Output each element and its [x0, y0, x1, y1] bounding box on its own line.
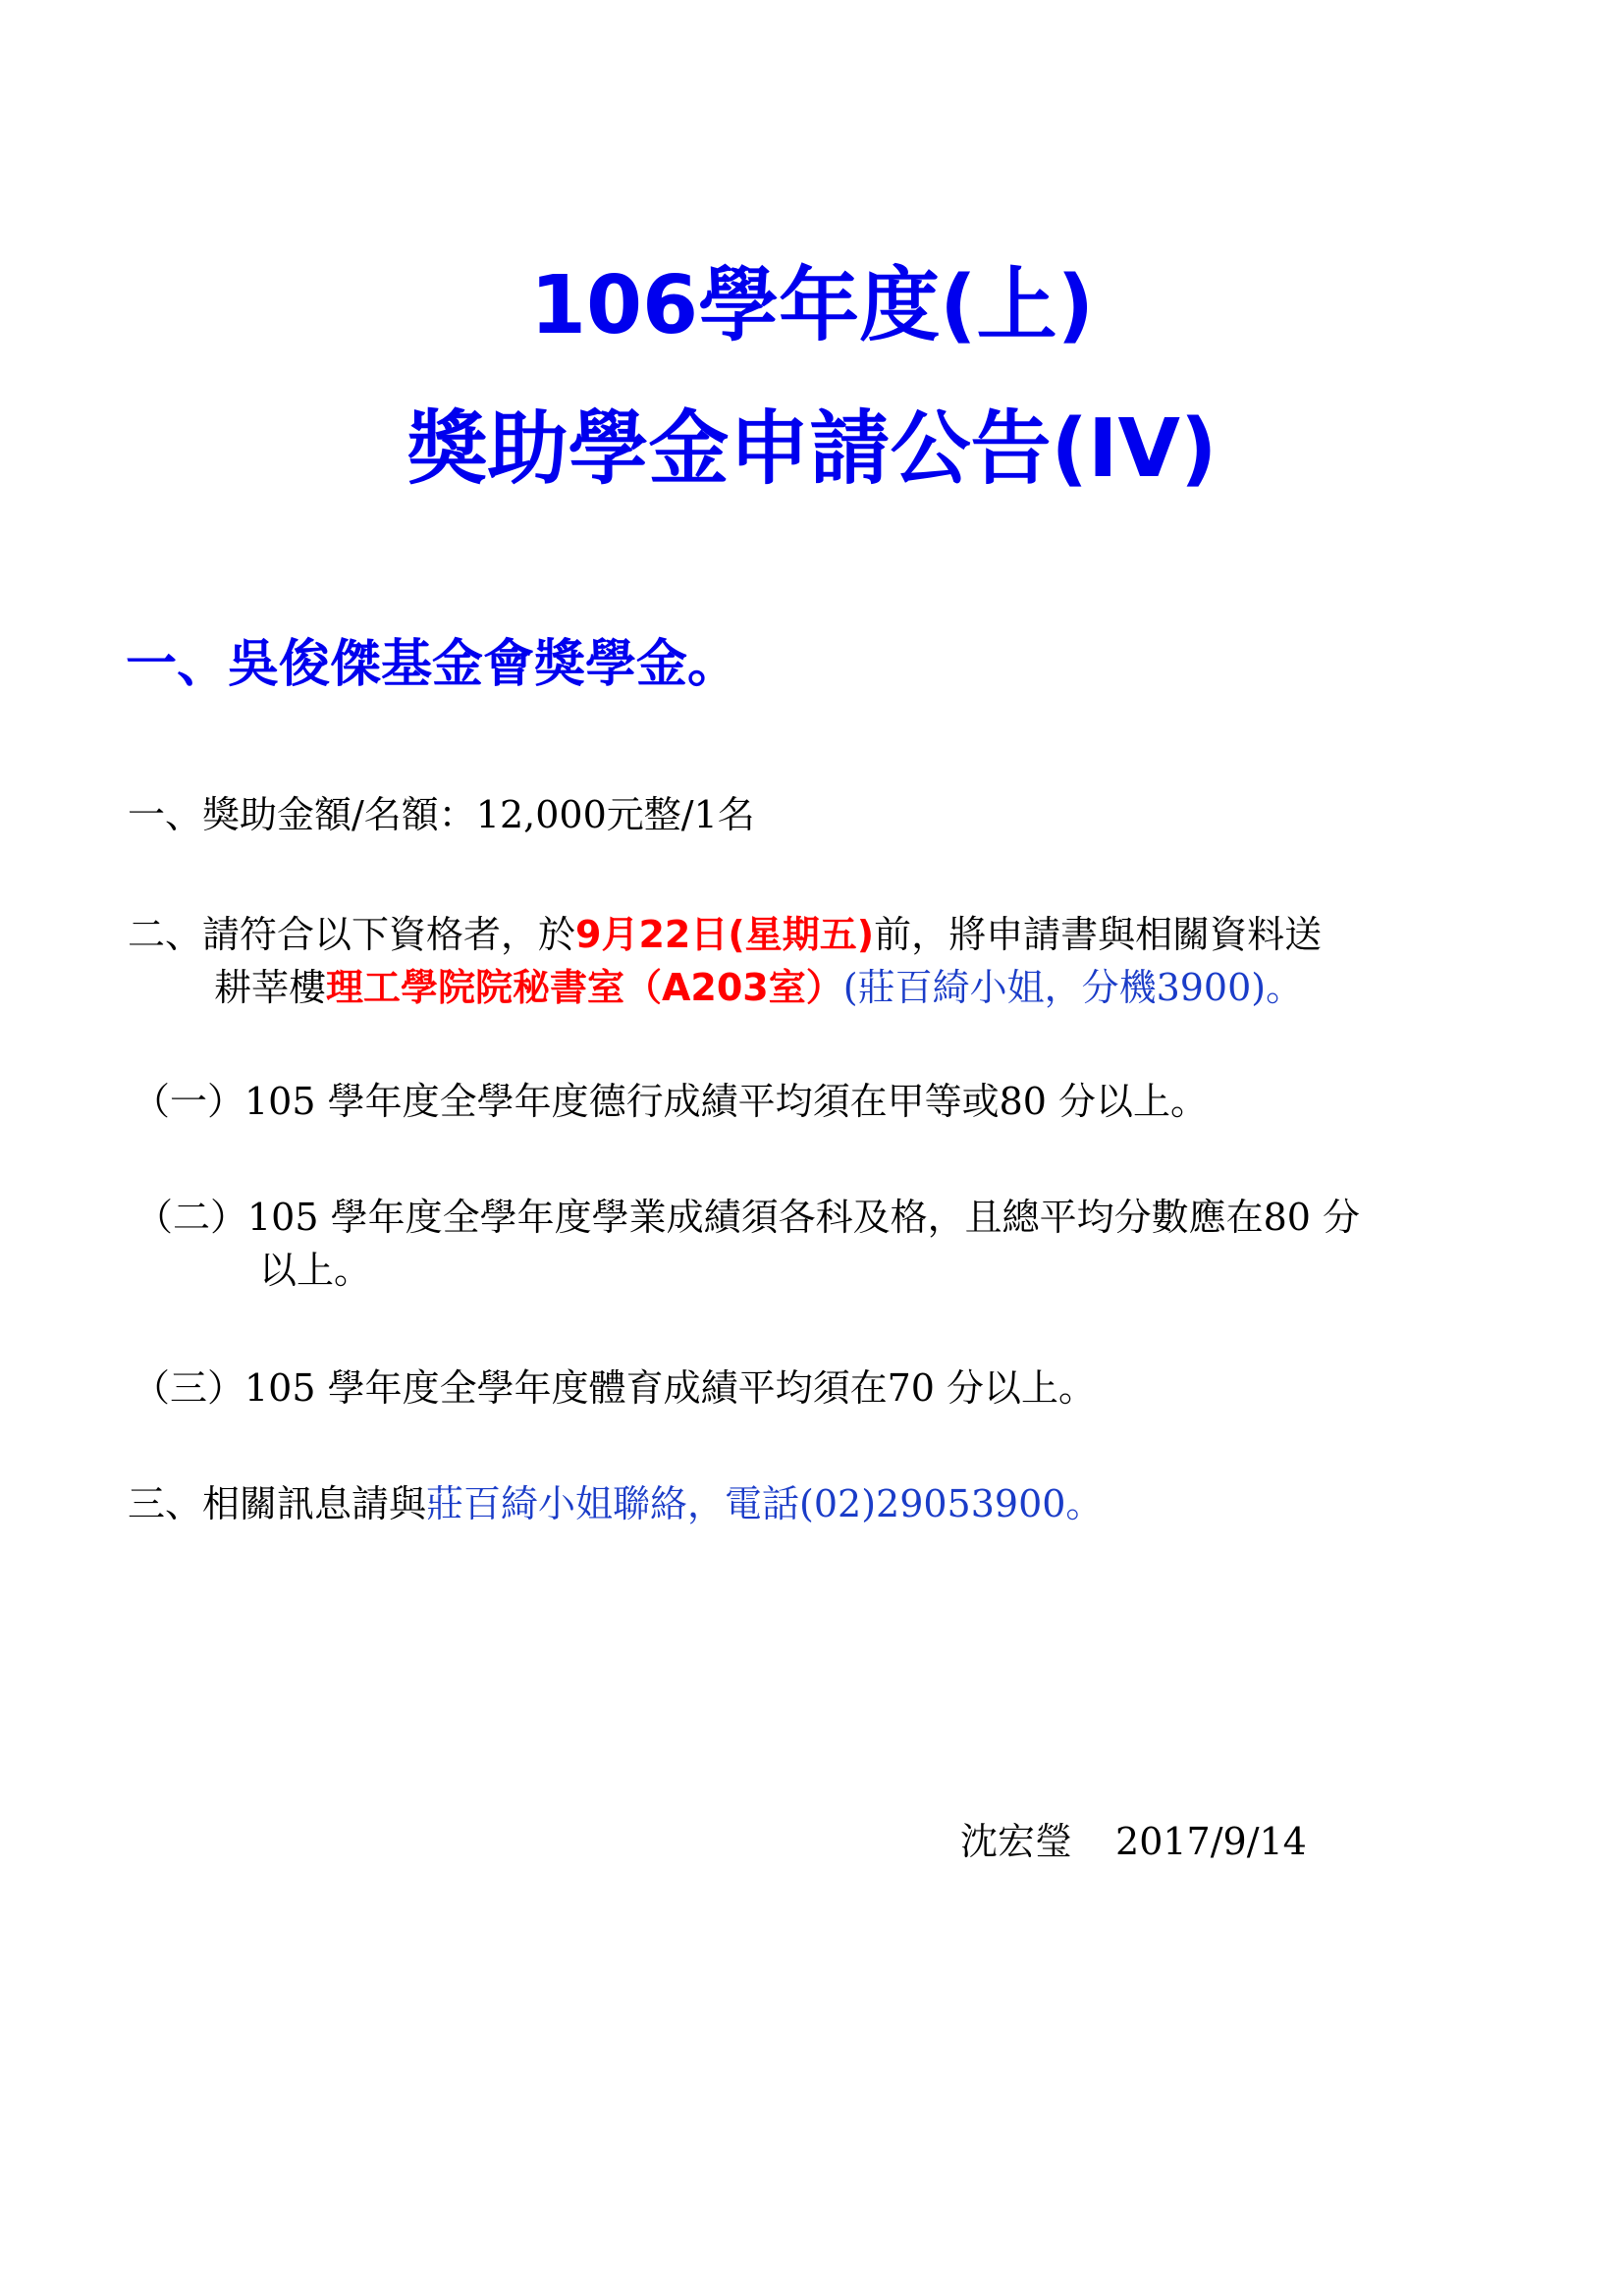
signature [960, 1816, 1307, 1867]
deadline-date: 9月22日(星期五) [575, 913, 875, 956]
condition-conduct: （一）105 學年度全學年度德行成績平均須在甲等或80 分以上。 [133, 1080, 1209, 1123]
office-contact: (莊百綺小姐，分機3900)。 [842, 966, 1304, 1009]
item-deadline-prefix: 二、請符合以下資格者，於 [128, 913, 576, 956]
item-contact-prefix: 三、相關訊息請與 [128, 1482, 427, 1525]
condition-academic-line1: （二）105 學年度全學年度學業成績須各科及格，且總平均分數應在80 分 [135, 1196, 1361, 1239]
item-amount: 一、獎助金額/名額：12,000元整/1名 [128, 793, 755, 836]
condition-pe: （三）105 學年度全學年度體育成績平均須在70 分以上。 [133, 1366, 1097, 1410]
section-heading: 一、吳俊傑基金會獎學金。 [126, 635, 739, 694]
condition-academic-line2: 以上。 [259, 1249, 372, 1292]
building-name: 耕莘樓 [214, 966, 327, 1009]
signature-name: 沈宏瑩 [960, 1820, 1073, 1863]
item-deadline-line1 [128, 909, 1322, 960]
item-deadline-line2 [214, 962, 1303, 1013]
contact-person-phone: 莊百綺小姐聯絡，電話(02)29053900。 [426, 1482, 1104, 1525]
item-contact [128, 1478, 1103, 1529]
page-title-line2: 獎助學金申請公告(IV) [406, 402, 1218, 496]
item-deadline-middle: 前，將申請書與相關資料送 [874, 913, 1323, 956]
page-title-line1: 106學年度(上) [529, 259, 1095, 352]
signature-date: 2017/9/14 [1115, 1820, 1307, 1863]
office-name: 理工學院院秘書室（A203室） [326, 966, 843, 1009]
